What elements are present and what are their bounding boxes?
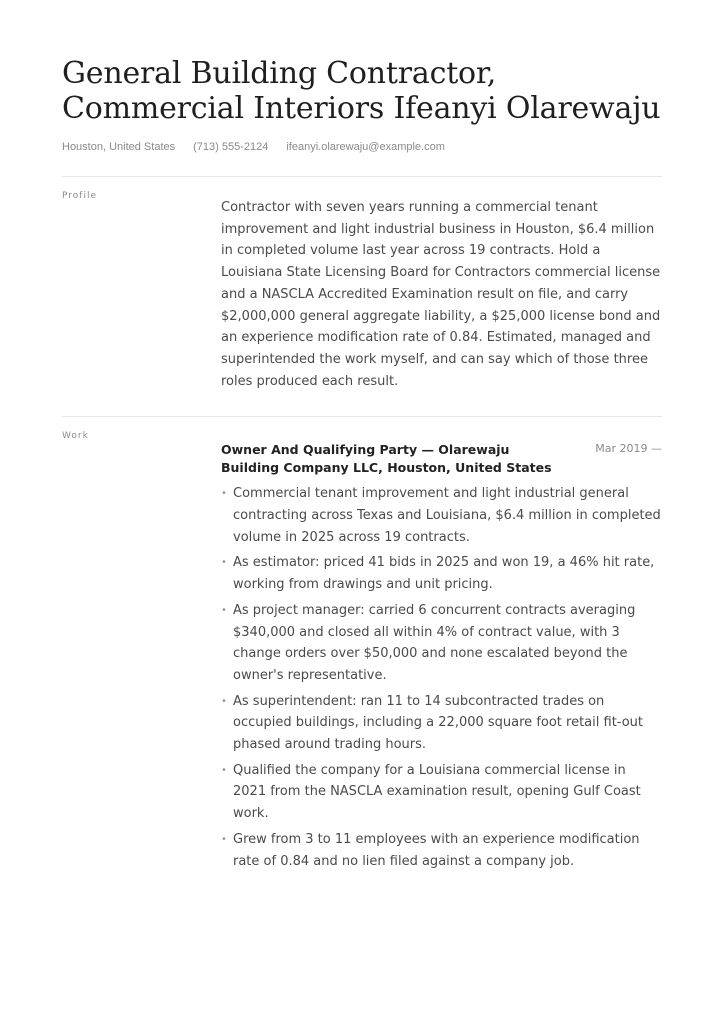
list-item: • Grew from 3 to 11 employees with an experience modification rate of 0.84 and no lien filed against a company job. — [221, 829, 662, 872]
contact-line — [62, 141, 662, 153]
section-label-profile: Profile — [62, 191, 97, 201]
list-item: • As superintendent: ran 11 to 14 subcontracted trades on occupied buildings, including a 22,000 square foot retail fit-out phased around trading hours. — [221, 691, 662, 756]
profile-summary: Contractor with seven years running a commercial tenant improvement and light industrial business in Houston, $6.4 million in completed volume last year across 19 contracts. Hold a Louisiana State Licensing Board for Contractors commercial license and a NASCLA Accredited Examination result on file, and carry $2,000,000 general aggregate liability, a $25,000 license bond and an experience modification rate of 0.84. Estimated, managed and superintended the work myself, and can say which of those three roles produced each result. — [221, 200, 661, 389]
resume-page — [62, 56, 662, 876]
email-text[interactable]: ifeanyi.olarewaju@example.com — [286, 141, 445, 153]
page-title: General Building Contractor, Commercial Interiors Ifeanyi Olarewaju — [62, 56, 661, 126]
job-title: Owner And Qualifying Party — Olarewaju Building Company LLC, Houston, United States — [221, 442, 552, 476]
job-dates: Mar 2019 — — [595, 442, 662, 456]
list-item: • As estimator: priced 41 bids in 2025 and won 19, a 46% hit rate, working from drawings and unit pricing. — [221, 552, 662, 595]
list-item: • As project manager: carried 6 concurrent contracts averaging $340,000 and closed all within 4% of contract value, with 3 change orders over $50,000 and none escalated beyond the owner's representative. — [221, 600, 662, 687]
phone-text[interactable]: (713) 555-2124 — [193, 141, 269, 153]
list-item: • Commercial tenant improvement and light industrial general contracting across Texas and Louisiana, $6.4 million in completed volume in 2025 across 19 contracts. — [221, 483, 662, 548]
work-section — [62, 417, 662, 876]
location-text: Houston, United States — [62, 141, 176, 153]
profile-section — [62, 177, 662, 416]
job-entry — [221, 417, 662, 876]
list-item: • Qualified the company for a Louisiana commercial license in 2021 from the NASCLA examination result, opening Gulf Coast work. — [221, 760, 662, 825]
job-bullets — [221, 483, 662, 872]
section-label-work: Work — [62, 431, 89, 442]
